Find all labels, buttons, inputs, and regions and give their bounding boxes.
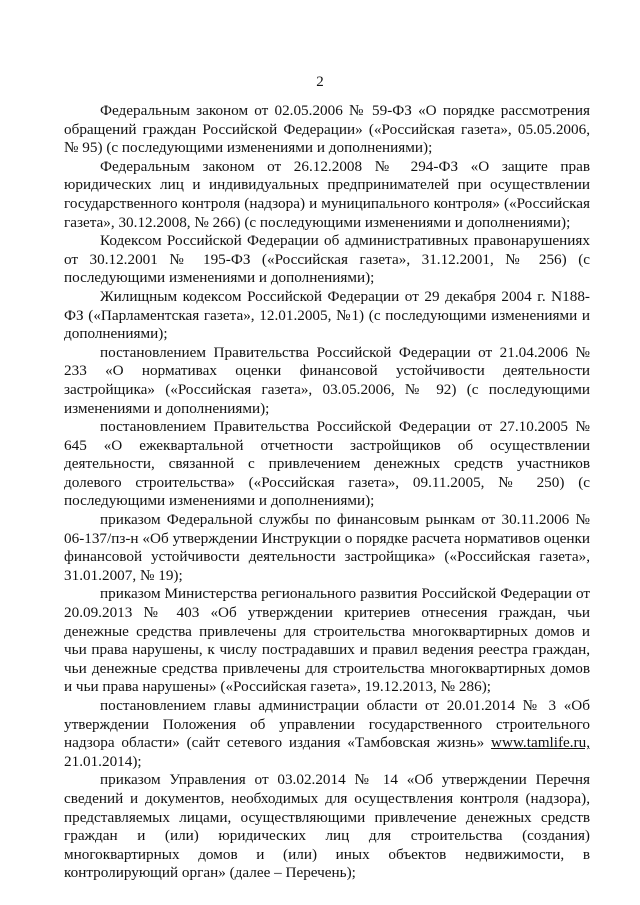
paragraph-administrative-code: Кодексом Российской Федерации об административных правонарушениях от 30.12.2001 № 195-ФЗ («Российская газета», 31.12.2001, № 256) (с последующими изменениями и дополнениями); <box>64 232 590 287</box>
paragraph-resolution-233: постановлением Правительства Российской Федерации от 21.04.2006 № 233 «О нормативах оценки финансовой устойчивости деятельности застройщика» («Российская газета», 03.05.2006, № 92) (с последующими изменениями и дополнениями); <box>64 343 590 417</box>
paragraph-resolution-645: постановлением Правительства Российской Федерации от 27.10.2005 № 645 «О ежеквартальной отчетности застройщиков об осуществлении деятельности, связанной с привлечением денежных средств участников долевого строительства» («Российская газета», 09.11.2005, № 250) (с последующими изменениями и дополнениями); <box>64 418 590 510</box>
paragraph-order-06-137: приказом Федеральной службы по финансовым рынкам от 30.11.2006 № 06-137/пз-н «Об утверждении Инструкции о порядке расчета нормативов оценки финансовой устойчивости деятельности застройщика» («Российская газета», 31.01.2007, № 19); <box>64 511 590 584</box>
paragraph-resolution-3-text: постановлением главы администрации области от 20.01.2014 № 3 «Об утверждении Положения об управлении государственного строительного надзора области» (сайт сетевого издания «Тамбовская жизнь» <box>64 697 590 752</box>
paragraph-law-59-fz: Федеральным законом от 02.05.2006 № 59-ФЗ «О порядке рассмотрения обращений граждан Российской Федерации» («Российская газета», 05.05.2006, № 95) (с последующими изменениями и дополнениями); <box>64 102 590 157</box>
paragraph-resolution-3 <box>64 697 590 771</box>
paragraph-order-14: приказом Управления от 03.02.2014 № 14 «Об утверждении Перечня сведений и документов, необходимых для осуществления контроля (надзора), представляемых лицами, осуществляющими привлечение денежных средств граждан и (или) юридических лиц для строительства (создания) многоквартирных домов и (или) иных объектов недвижимости, в контролирующий орган» (далее – Перечень); <box>64 771 590 882</box>
paragraph-order-403: приказом Министерства регионального развития Российской Федерации от 20.09.2013 № 403 «Об утверждении критериев отнесения граждан, чьи денежные средства привлечены для строительства многоквартирных домов и чьи права нарушены, к числу пострадавших и правил ведения реестра граждан, чьи денежные средства привлечены для строительства многоквартирных домов и чьи права нарушены» («Российская газета», 19.12.2013, № 286); <box>64 585 590 696</box>
paragraph-law-294-fz: Федеральным законом от 26.12.2008 № 294-ФЗ «О защите прав юридических лиц и индивидуальных предпринимателей при осуществлении государственного контроля (надзора) и муниципального контроля» («Российская газета», 30.12.2008, № 266) (с последующими изменениями и дополнениями); <box>64 157 590 231</box>
page-number: 2 <box>316 74 324 90</box>
paragraph-housing-code: Жилищным кодексом Российской Федерации от 29 декабря 2004 г. N188-ФЗ («Парламентская газета», 12.01.2005, №1) (с последующими изменениями и дополнениями); <box>64 287 590 343</box>
paragraph-resolution-3-tail: 21.01.2014); <box>64 752 142 770</box>
document-body <box>64 102 590 883</box>
tamlife-link[interactable]: www.tamlife.ru, <box>491 734 590 752</box>
